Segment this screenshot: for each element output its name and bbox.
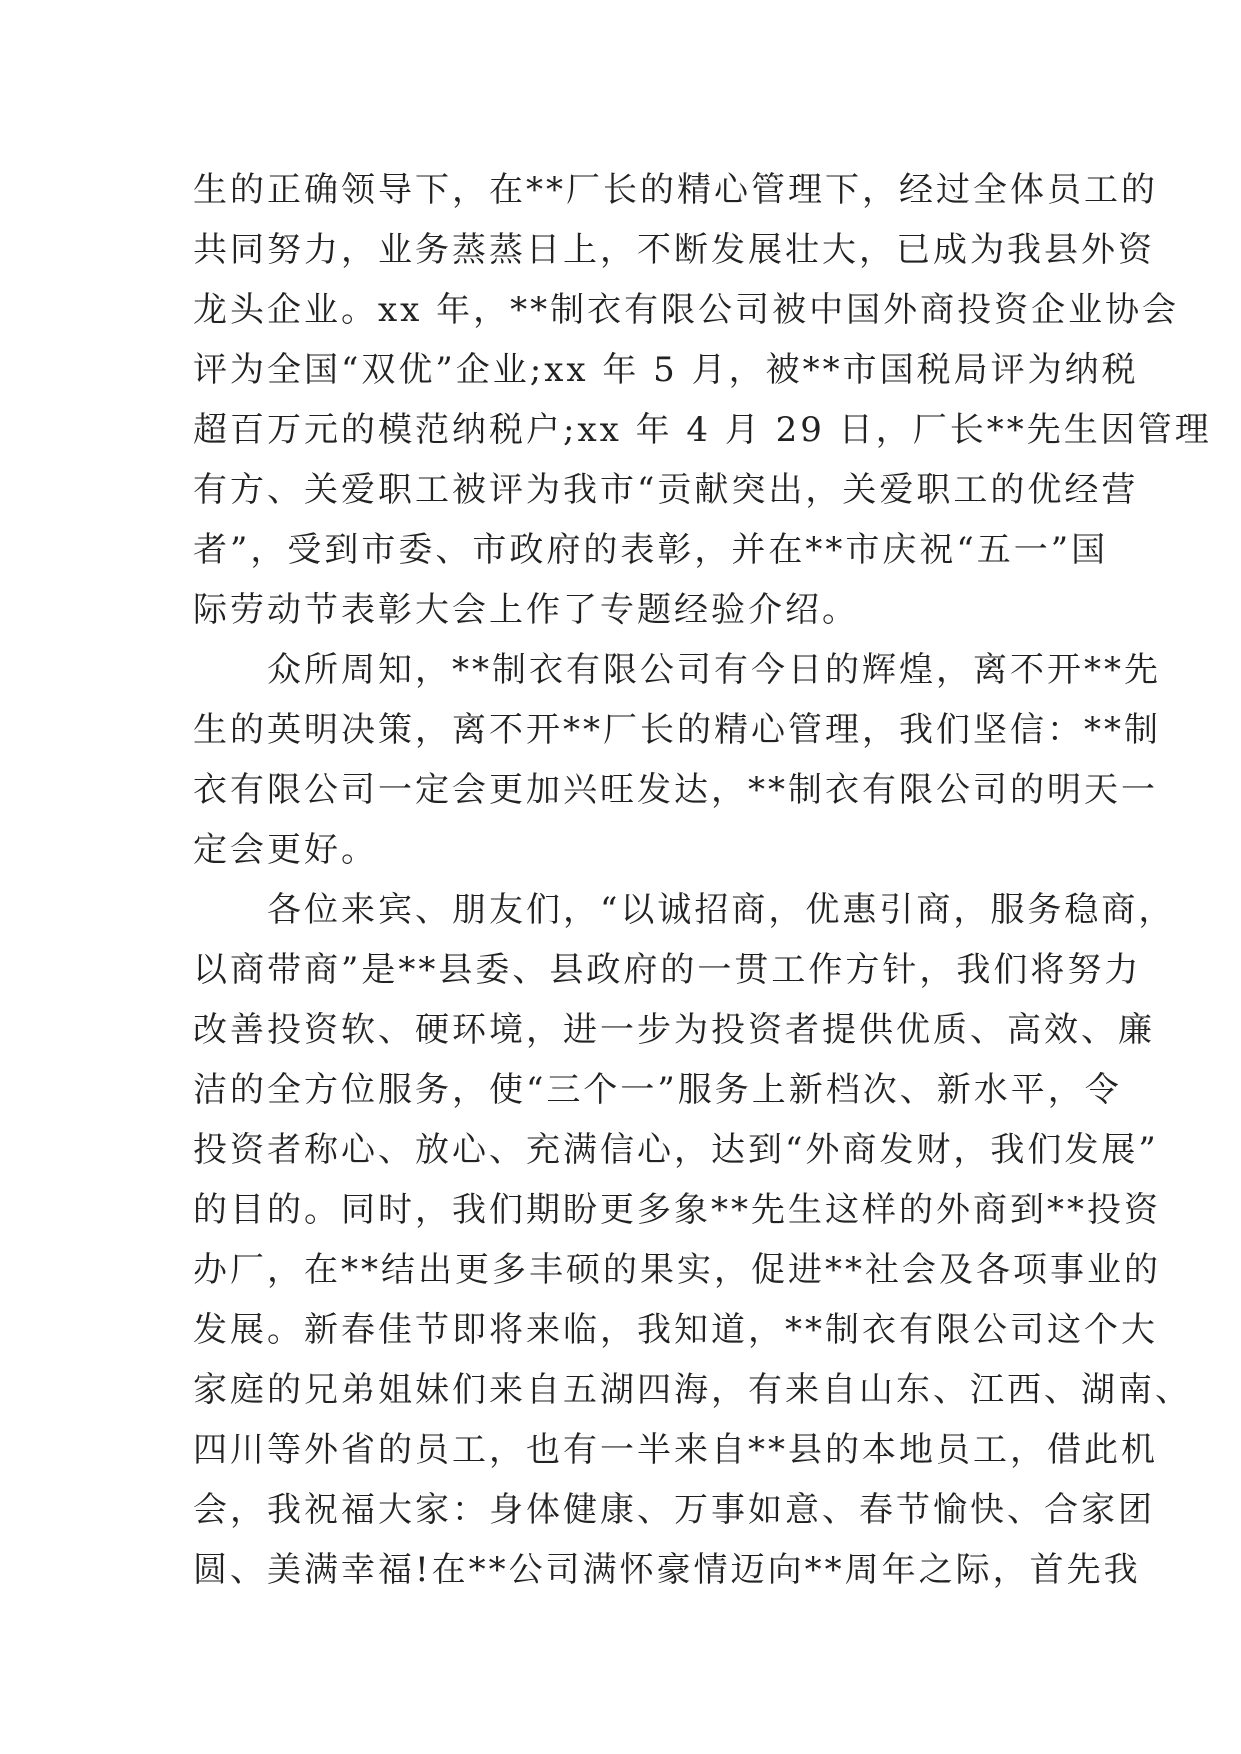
text-line: 际劳动节表彰大会上作了专题经验介绍。	[193, 590, 859, 630]
text-line: 改善投资软、硬环境，进一步为投资者提供优质、高效、廉	[193, 1010, 1155, 1050]
text-line: 会，我祝福大家：身体健康、万事如意、春节愉快、合家团	[193, 1490, 1155, 1530]
text-line: 共同努力，业务蒸蒸日上，不断发展壮大，已成为我县外资	[193, 230, 1155, 270]
text-line: 评为全国“双优”企业;xx 年 5 月，被**市国税局评为纳税	[193, 350, 1139, 390]
text-line: 家庭的兄弟姐妹们来自五湖四海，有来自山东、江西、湖南、	[193, 1370, 1192, 1410]
text-line: 定会更好。	[193, 830, 378, 870]
text-line: 以商带商”是**县委、县政府的一贯工作方针，我们将努力	[193, 950, 1142, 990]
text-line: 生的英明决策，离不开**厂长的精心管理，我们坚信：**制	[193, 710, 1161, 750]
text-line: 办厂，在**结出更多丰硕的果实，促进**社会及各项事业的	[193, 1250, 1161, 1290]
text-line: 发展。新春佳节即将来临，我知道，**制衣有限公司这个大	[193, 1310, 1158, 1350]
text-line: 衣有限公司一定会更加兴旺发达，**制衣有限公司的明天一	[193, 770, 1158, 810]
text-line: 四川等外省的员工，也有一半来自**县的本地员工，借此机	[193, 1430, 1158, 1470]
text-line: 众所周知，**制衣有限公司有今日的辉煌，离不开**先	[193, 650, 1161, 690]
text-line: 圆、美满幸福!在**公司满怀豪情迈向**周年之际，首先我	[193, 1550, 1141, 1590]
text-line: 生的正确领导下，在**厂长的精心管理下，经过全体员工的	[193, 170, 1158, 210]
text-line: 超百万元的模范纳税户;xx 年 4 月 29 日，厂长**先生因管理	[193, 410, 1212, 450]
text-line: 的目的。同时，我们期盼更多象**先生这样的外商到**投资	[193, 1190, 1161, 1230]
text-line: 投资者称心、放心、充满信心，达到“外商发财，我们发展”	[193, 1130, 1159, 1170]
text-line: 龙头企业。xx 年，**制衣有限公司被中国外商投资企业协会	[193, 290, 1180, 330]
text-line: 各位来宾、朋友们，“以诚招商，优惠引商，服务稳商，	[193, 890, 1176, 930]
body-text	[193, 160, 1212, 1600]
text-line: 有方、关爱职工被评为我市“贡献突出，关爱职工的优经营	[193, 470, 1139, 510]
text-line: 者”，受到市委、市政府的表彰，并在**市庆祝“五一”国	[193, 530, 1109, 570]
text-line: 洁的全方位服务，使“三个一”服务上新档次、新水平，令	[193, 1070, 1122, 1110]
